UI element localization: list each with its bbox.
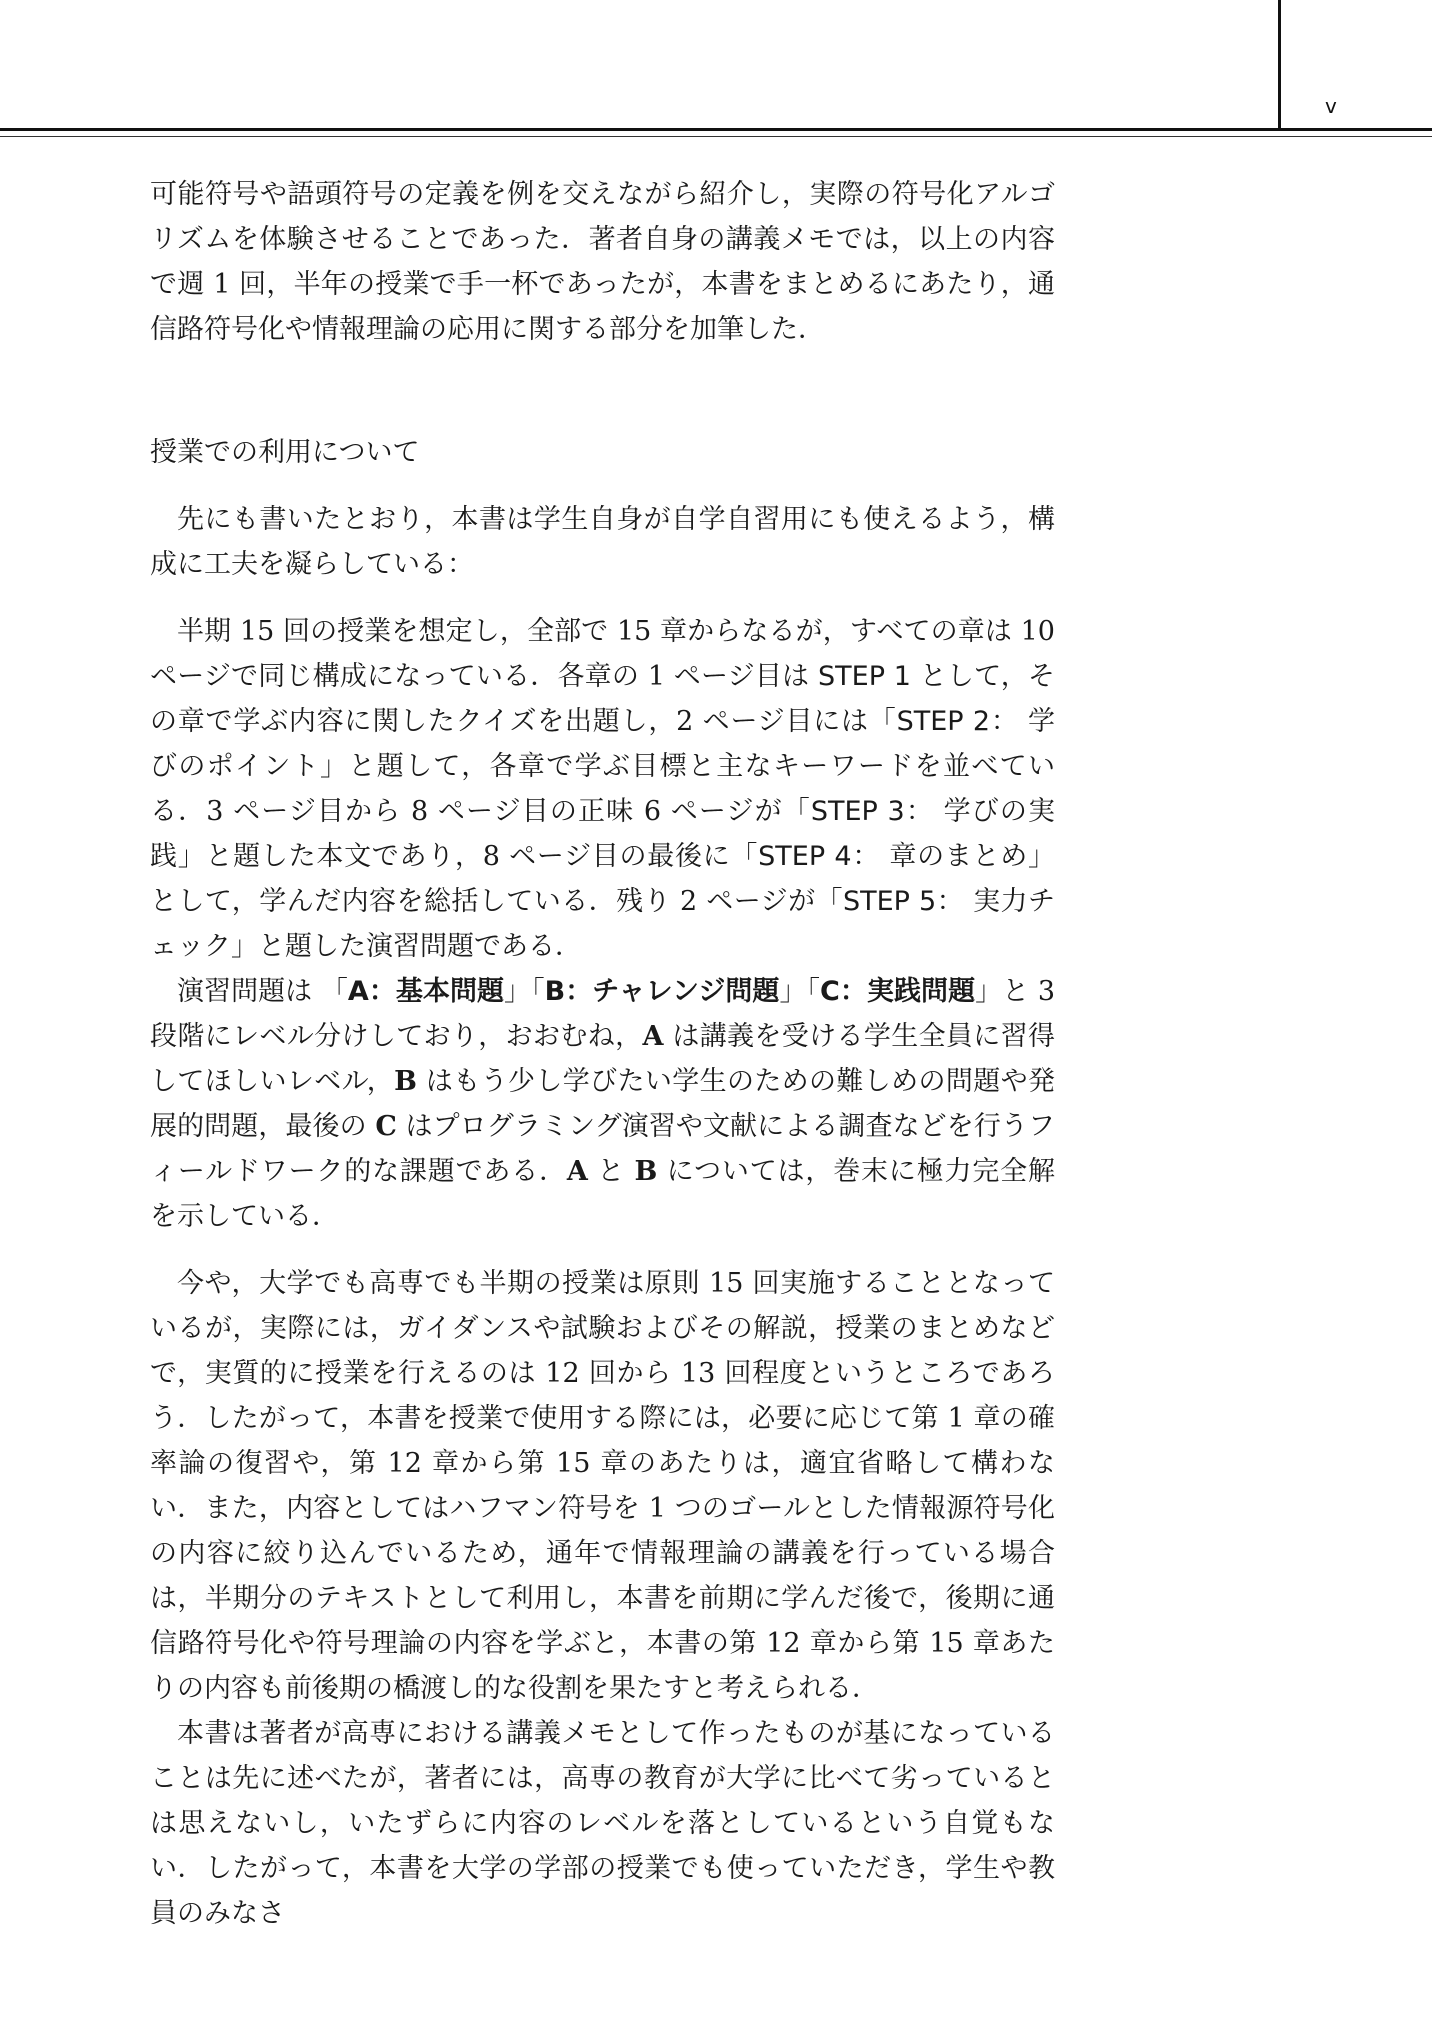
p3-text-d: 」と 3 段階にレベル分けしており，おおむね， — [150, 976, 1056, 1052]
level-c-ref: C — [375, 1111, 397, 1142]
p2-text-e: 」として，学んだ内容を総括している．残り 2 ページが「 — [150, 841, 1055, 917]
p3-text-a: 演習問題は 「 — [177, 976, 348, 1007]
p2-text-c: 」と題して，各章で学ぶ目標と主なキーワードを並べている．3 ページ目から 8 ページ目の正味 6 ページが「 — [150, 751, 1055, 827]
page-body — [150, 172, 1055, 1936]
step-2-label: STEP 2： 学びのポイント — [150, 706, 1055, 782]
level-b-label: B：チャレンジ問題 — [544, 976, 780, 1007]
level-c-label: C：実践問題 — [820, 976, 976, 1007]
p3-text-f: はもう少し学びたい学生のための難しめの問題や発展的問題，最後の — [150, 1066, 1055, 1142]
step-4-label: STEP 4： 章のまとめ — [758, 841, 1028, 872]
p3-text-h: と — [587, 1156, 635, 1187]
paragraph-5: 本書は著者が高専における講義メモとして作ったものが基になっていることは先に述べたが，著者には，高専の教育が大学に比べて劣っているとは思えないし，いたずらに内容のレベルを落としているという自覚もない．したがって，本書を大学の学部の授業でも使っていただき，学生や教員のみなさ — [150, 1718, 1055, 1929]
level-a-label: A：基本問題 — [347, 976, 505, 1007]
page-number: v — [1325, 94, 1337, 118]
p3-text-i: については，巻末に極力完全解を示している． — [150, 1156, 1055, 1232]
paragraph-3 — [150, 969, 1055, 1239]
step-1-label: STEP 1 — [818, 661, 911, 692]
header-vertical-rule — [1278, 0, 1281, 130]
p2-text-b: として，その章で学ぶ内容に関したクイズを出題し，2 ページ目には「 — [150, 661, 1055, 737]
p2-text-a: 半期 15 回の授業を想定し，全部で 15 章からなるが，すべての章は 10 ページで同じ構成になっている．各章の 1 ページ目は — [150, 616, 1055, 692]
p2-text-f: 」と題した演習問題である． — [231, 931, 582, 962]
p3-text-e: は講義を受ける学生全員に習得してほしいレベル， — [150, 1021, 1055, 1097]
p3-text-g: はプログラミング演習や文献による調査などを行うフィールドワーク的な課題である． — [150, 1111, 1055, 1187]
level-a-ref: A — [642, 1021, 664, 1052]
paragraph-1: 先にも書いたとおり，本書は学生自身が自学自習用にも使えるよう，構成に工夫を凝らしている： — [150, 504, 1055, 580]
step-3-label: STEP 3： 学びの実践 — [150, 796, 1056, 872]
header-rule-thin — [0, 136, 1432, 137]
intro-paragraph: 可能符号や語頭符号の定義を例を交えながら紹介し，実際の符号化アルゴリズムを体験させることであった．著者自身の講義メモでは，以上の内容で週 1 回，半年の授業で手一杯であったが，本書をまとめるにあたり，通信路符号化や情報理論の応用に関する部分を加筆した． — [150, 179, 1055, 345]
level-a-ref-2: A — [566, 1156, 588, 1187]
p3-text-b: 」「 — [504, 976, 545, 1007]
header-rule — [0, 128, 1432, 131]
level-b-ref: B — [394, 1066, 417, 1097]
paragraph-2 — [150, 609, 1055, 969]
section-heading: 授業での利用について — [150, 437, 420, 468]
paragraph-4: 今や，大学でも高専でも半期の授業は原則 15 回実施することとなっているが，実際には，ガイダンスや試験およびその解説，授業のまとめなどで，実質的に授業を行えるのは 12 回から 13 回程度というところであろう．したがって，本書を授業で使用する際には，必要に応じて第 1 章の確率論の復習や，第 12 章から第 15 章のあたりは，適宜省略して構わない．また，内容としてはハフマン符号を 1 つのゴールとした情報源符号化の内容に絞り込んでいるため，通年で情報理論の講義を行っている場合は，半期分のテキストとして利用し，本書を前期に学んだ後で，後期に通信路符号化や符号理論の内容を学ぶと，本書の第 12 章から第 15 章あたりの内容も前後期の橋渡し的な役割を果たすと考えられる． — [150, 1268, 1055, 1704]
p3-text-c: 」「 — [779, 976, 821, 1007]
p2-text-d: 」と題した本文であり，8 ページ目の最後に「 — [177, 841, 759, 872]
step-5-label: STEP 5： 実力チェック — [150, 886, 1055, 962]
level-b-ref-2: B — [634, 1156, 658, 1187]
